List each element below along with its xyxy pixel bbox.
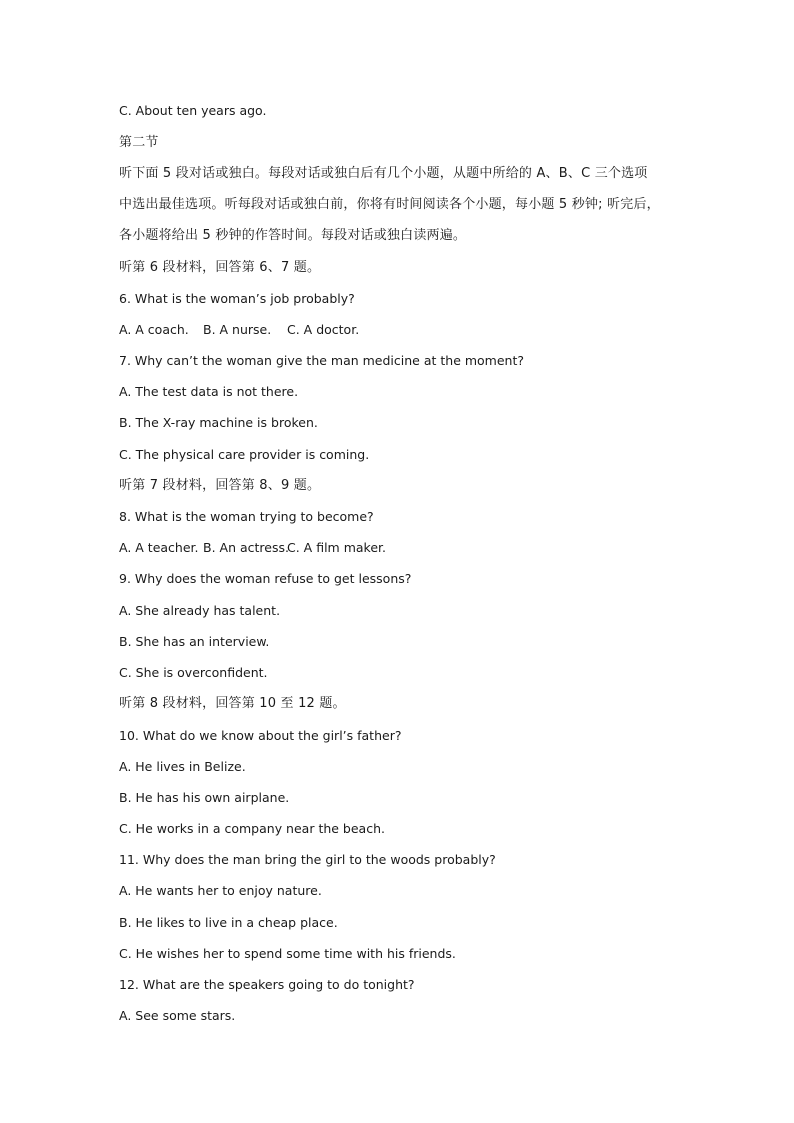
q10-option-c: C. He works in a company near the beach.	[119, 821, 385, 836]
question-8-options	[119, 539, 386, 557]
q6-option-c: C. A doctor.	[287, 322, 360, 337]
question-12: 12. What are the speakers going to do tonight?	[119, 977, 415, 992]
material-8-heading: 听第 8 段材料，回答第 10 至 12 题。	[119, 696, 346, 711]
q9-option-a: A. She already has talent.	[119, 603, 281, 618]
q11-option-b: B. He likes to live in a cheap place.	[119, 915, 338, 930]
q8-option-c: C. A film maker.	[287, 540, 386, 555]
q9-option-b: B. She has an interview.	[119, 634, 270, 649]
question-6-options	[119, 321, 359, 339]
instructions-line-2: 中选出最佳选项。听每段对话或独白前，你将有时间阅读各个小题，每小题 5 秒钟; 听完后，	[119, 197, 660, 212]
instructions-line-3: 各小题将给出 5 秒钟的作答时间。每段对话或独白读两遍。	[119, 228, 467, 243]
q8-option-b: B. An actress.	[203, 540, 289, 555]
question-8: 8. What is the woman trying to become?	[119, 509, 374, 524]
q11-option-c: C. He wishes her to spend some time with his friends.	[119, 946, 456, 961]
q6-option-a: A. A coach.	[119, 322, 189, 337]
q7-option-a: A. The test data is not there.	[119, 384, 299, 399]
q10-option-a: A. He lives in Belize.	[119, 759, 246, 774]
q8-option-a: A. A teacher.	[119, 540, 199, 555]
q5-option-c: C. About ten years ago.	[119, 103, 267, 118]
question-11: 11. Why does the man bring the girl to the woods probably?	[119, 852, 496, 867]
material-6-heading: 听第 6 段材料，回答第 6、7 题。	[119, 260, 321, 275]
q12-option-a: A. See some stars.	[119, 1008, 236, 1023]
question-7: 7. Why can’t the woman give the man medicine at the moment?	[119, 353, 525, 368]
q10-option-b: B. He has his own airplane.	[119, 790, 290, 805]
section-instructions	[119, 165, 679, 258]
question-10: 10. What do we know about the girl’s father?	[119, 728, 402, 743]
q9-option-c: C. She is overconfident.	[119, 665, 268, 680]
q7-option-b: B. The X-ray machine is broken.	[119, 415, 318, 430]
question-6: 6. What is the woman’s job probably?	[119, 291, 355, 306]
q11-option-a: A. He wants her to enjoy nature.	[119, 883, 322, 898]
material-7-heading: 听第 7 段材料，回答第 8、9 题。	[119, 478, 321, 493]
instructions-line-1: 听下面 5 段对话或独白。每段对话或独白后有几个小题，从题中所给的 A、B、C 三个选项	[119, 166, 648, 181]
section-heading: 第二节	[119, 135, 159, 150]
question-9: 9. Why does the woman refuse to get lessons?	[119, 571, 412, 586]
q6-option-b: B. A nurse.	[203, 322, 272, 337]
q7-option-c: C. The physical care provider is coming.	[119, 447, 370, 462]
